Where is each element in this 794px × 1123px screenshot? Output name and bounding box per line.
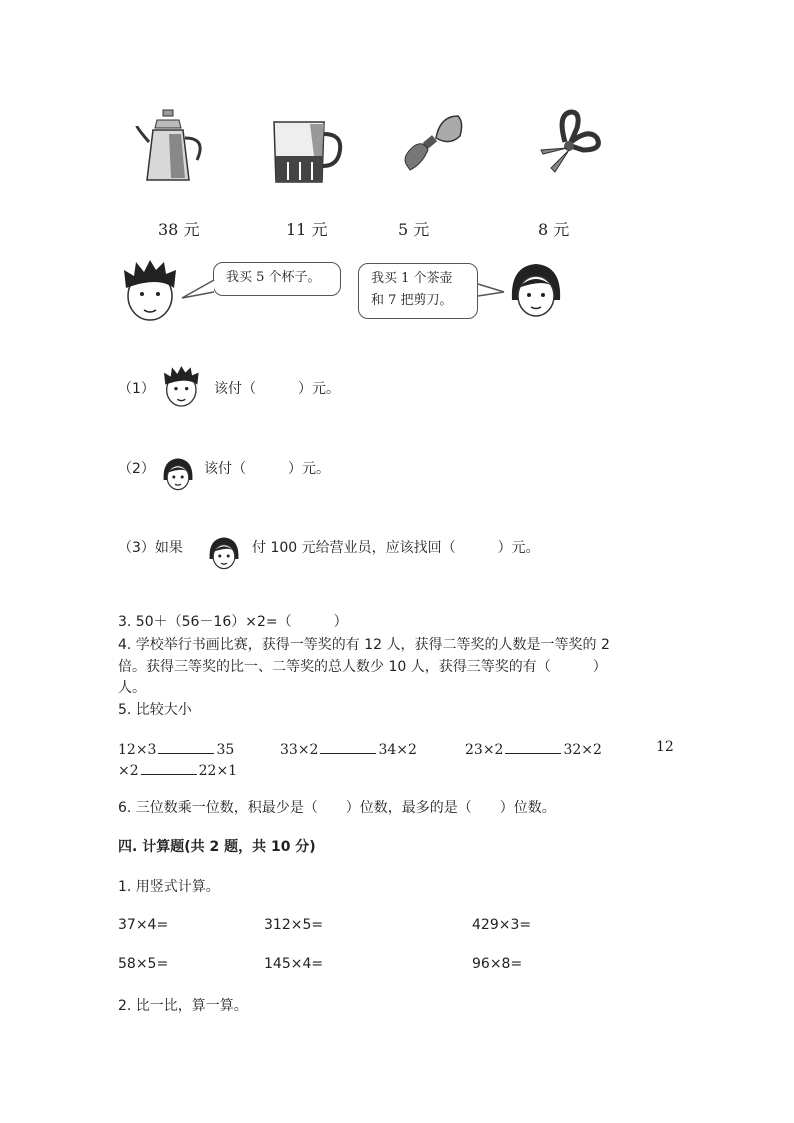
section-4-heading: 四. 计算题(共 2 题，共 10 分) — [118, 839, 316, 855]
girl-speech-bubble — [358, 263, 478, 319]
girl-bubble-tail — [476, 282, 506, 302]
compare-c-left: 23×2 — [465, 742, 504, 758]
compare-b-blank[interactable] — [320, 739, 376, 754]
calc-1-3: 429×3= — [472, 917, 532, 933]
compare-d-left-a: 12 — [656, 739, 674, 755]
compare-a-right: 35 — [216, 742, 235, 758]
compare-b-right: 34×2 — [378, 742, 417, 758]
cup-icon — [270, 116, 346, 186]
boy-speech-bubble — [213, 262, 341, 296]
problem-6: 6. 三位数乘一位数，积最少是（ ）位数，最多的是（ ）位数。 — [118, 800, 556, 816]
compare-d-right: 22×1 — [198, 763, 238, 779]
compare-c — [465, 739, 602, 758]
calc-1-2: 312×5= — [264, 917, 324, 933]
q2-number: （2） — [118, 461, 155, 477]
q1-boy-avatar — [160, 364, 204, 408]
scissors-icon — [537, 108, 605, 176]
problem-3: 3. 50＋（56－16）×2=（ ） — [118, 614, 348, 630]
section-4-q2: 2. 比一比，算一算。 — [118, 998, 248, 1014]
girl-speech-line2: 和 7 把剪刀。 — [371, 293, 453, 308]
calc-2-3: 96×8= — [472, 956, 523, 972]
compare-c-blank[interactable] — [505, 739, 561, 754]
q3-prefix: （3）如果 — [118, 540, 183, 556]
boy-speech-text: 我买 5 个杯子。 — [226, 270, 321, 285]
trowel-icon — [400, 112, 466, 176]
problem-4-line3: 人。 — [118, 680, 146, 696]
problem-5-title: 5. 比较大小 — [118, 702, 192, 718]
problem-4-line2: 倍。获得三等奖的比一、二等奖的总人数少 10 人，获得三等奖的有（ ） — [118, 659, 607, 675]
compare-d-left-b: ×2 — [118, 763, 139, 779]
compare-b-left: 33×2 — [280, 742, 319, 758]
scissors-price: 8 元 — [538, 220, 570, 239]
compare-d — [118, 760, 237, 779]
q3-girl-avatar — [206, 534, 242, 572]
q2-girl-avatar — [160, 456, 196, 492]
trowel-price: 5 元 — [398, 220, 430, 239]
q3-text: 付 100 元给营业员，应该找回（ ）元。 — [252, 540, 540, 556]
compare-a — [118, 739, 234, 758]
compare-b — [280, 739, 417, 758]
girl-avatar — [506, 260, 566, 320]
q1-text: 该付（ ）元。 — [214, 381, 340, 397]
boy-bubble-tail — [180, 278, 216, 302]
compare-d-blank[interactable] — [141, 760, 197, 775]
q1-number: （1） — [118, 381, 155, 397]
calc-2-1: 58×5= — [118, 956, 169, 972]
q2-text: 该付（ ）元。 — [204, 461, 330, 477]
problem-4-line1: 4. 学校举行书画比赛，获得一等奖的有 12 人，获得二等奖的人数是一等奖的 2 — [118, 637, 610, 653]
cup-price: 11 元 — [286, 220, 328, 239]
section-4-q1: 1. 用竖式计算。 — [118, 879, 220, 895]
girl-speech-line1: 我买 1 个茶壶 — [371, 271, 453, 286]
boy-avatar — [118, 258, 184, 322]
calc-2-2: 145×4= — [264, 956, 324, 972]
teapot-icon — [135, 108, 213, 186]
compare-c-right: 32×2 — [563, 742, 602, 758]
teapot-price: 38 元 — [158, 220, 200, 239]
compare-a-blank[interactable] — [158, 739, 214, 754]
calc-1-1: 37×4= — [118, 917, 169, 933]
compare-a-left: 12×3 — [118, 742, 157, 758]
